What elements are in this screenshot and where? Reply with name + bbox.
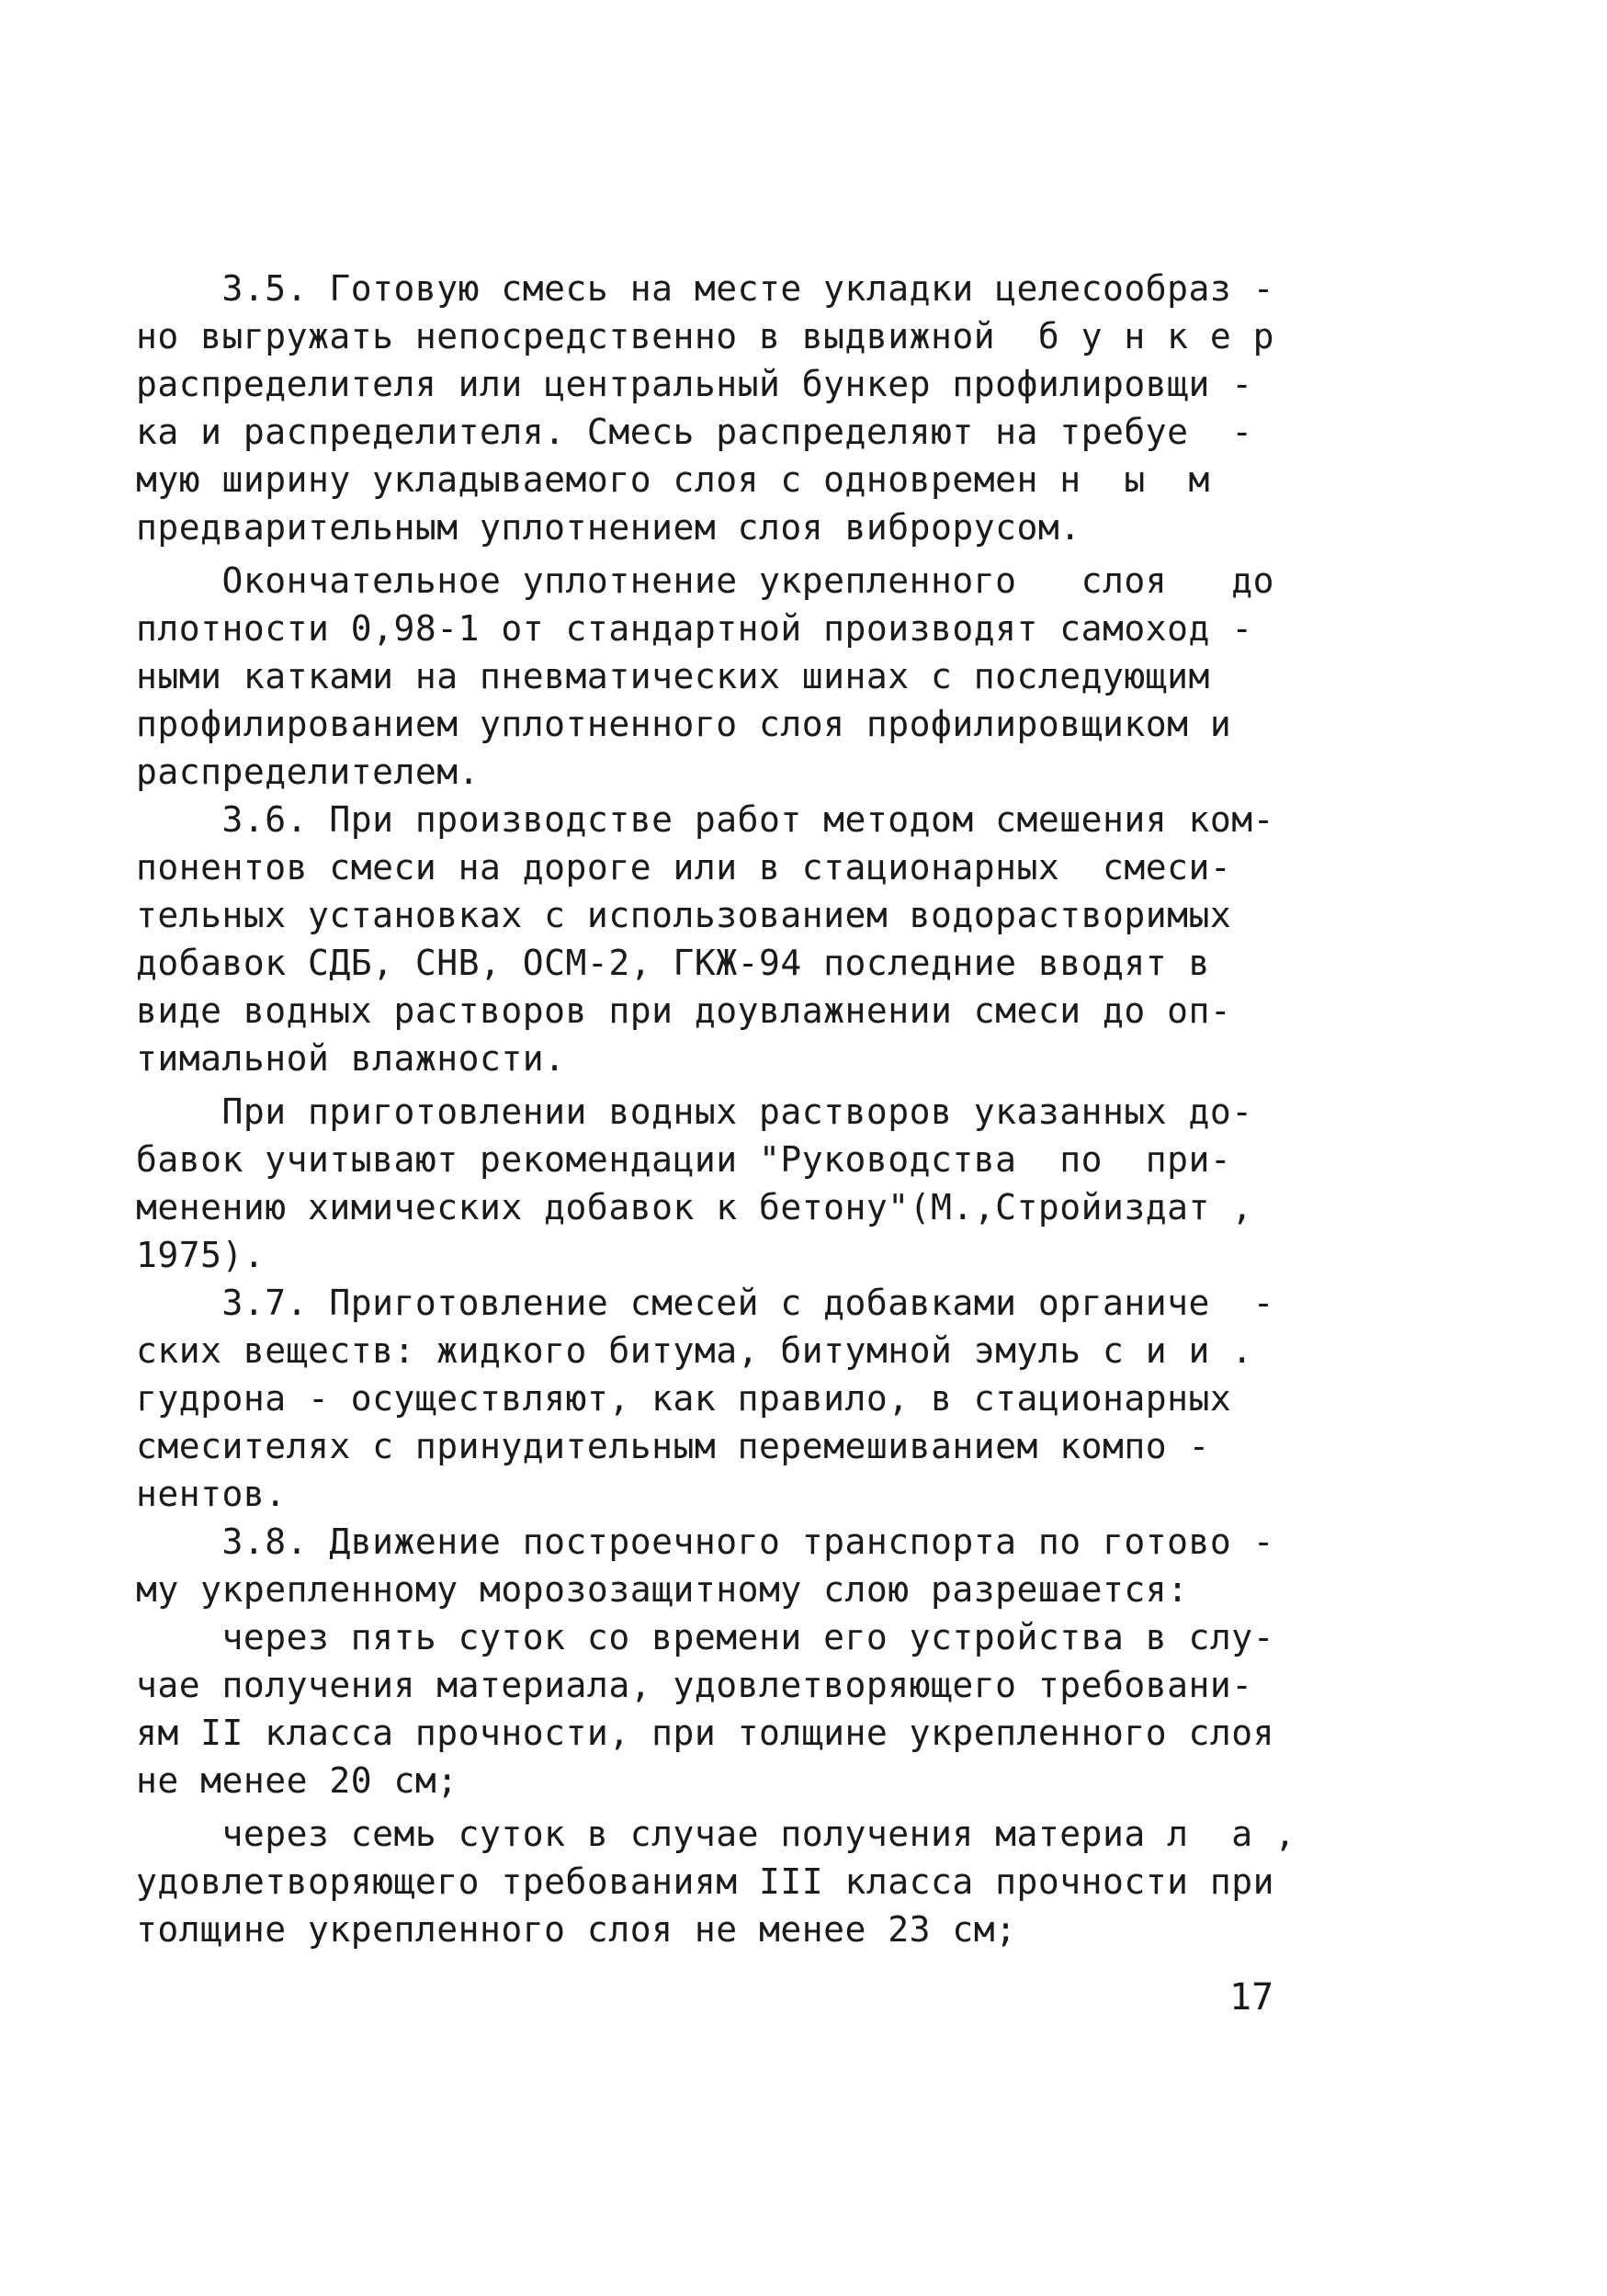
text-line: му укрепленному морозозащитному слою разрешается: bbox=[136, 1569, 1189, 1610]
text-line: предварительным уплотнением слоя виброрусом. bbox=[136, 507, 1081, 548]
text-line: виде водных растворов при доувлажнении смеси до оп- bbox=[136, 990, 1232, 1031]
text-line: смесителях с принудительным перемешиванием компо - bbox=[136, 1426, 1210, 1466]
text-line: не менее 20 см; bbox=[136, 1760, 458, 1801]
text-line: добавок СДБ, СНВ, ОСМ-2, ГКЖ-94 последние вводят в bbox=[136, 943, 1210, 983]
body-text bbox=[136, 265, 1303, 1953]
text-line: но выгружать непосредственно в выдвижной б у н к е р bbox=[136, 316, 1275, 356]
page-number: 17 bbox=[1229, 1976, 1274, 2019]
text-line: При приготовлении водных растворов указанных до- bbox=[136, 1091, 1253, 1132]
text-line: распределителя или центральный бункер профилировщи - bbox=[136, 364, 1253, 404]
text-line: чае получения материала, удовлетворяющего требовани- bbox=[136, 1665, 1253, 1705]
text-line: через пять суток со времени его устройства в слу- bbox=[136, 1617, 1275, 1657]
text-line: профилированием уплотненного слоя профилировщиком и bbox=[136, 704, 1232, 744]
text-line: бавок учитывают рекомендации "Руководства по при- bbox=[136, 1139, 1232, 1180]
text-line: нентов. bbox=[136, 1474, 287, 1514]
text-line: Окончательное уплотнение укрепленного слоя до bbox=[136, 560, 1275, 601]
text-line: толщине укрепленного слоя не менее 23 см; bbox=[136, 1909, 1017, 1950]
text-line: 3.6. При производстве работ методом смешения ком- bbox=[136, 799, 1275, 840]
text-line: ка и распределителя. Смесь распределяют на требуе - bbox=[136, 412, 1253, 452]
text-line: 3.7. Приготовление смесей с добавками органиче - bbox=[136, 1283, 1275, 1323]
text-line: тимальной влажности. bbox=[136, 1038, 566, 1079]
text-line: распределителем. bbox=[136, 752, 481, 792]
text-line: ными катками на пневматических шинах с последующим bbox=[136, 656, 1210, 696]
text-line: менению химических добавок к бетону"(М.,Стройиздат , bbox=[136, 1187, 1253, 1227]
text-line: гудрона - осуществляют, как правило, в стационарных bbox=[136, 1378, 1232, 1419]
text-line: удовлетворяющего требованиям III класса прочности при bbox=[136, 1861, 1275, 1902]
text-line: понентов смеси на дороге или в стационарных смеси- bbox=[136, 847, 1232, 888]
text-line: тельных установках с использованием водорастворимых bbox=[136, 895, 1232, 935]
text-line: 3.8. Движение построечного транспорта по готово - bbox=[136, 1521, 1275, 1562]
text-line: плотности 0,98-1 от стандартной производят самоход - bbox=[136, 608, 1253, 649]
text-line: ям II класса прочности, при толщине укрепленного слоя bbox=[136, 1713, 1275, 1753]
text-line: ских веществ: жидкого битума, битумной эмуль с и и . bbox=[136, 1330, 1253, 1371]
text-line: через семь суток в случае получения материа л а , bbox=[136, 1814, 1296, 1854]
text-line: 3.5. Готовую смесь на месте укладки целесообраз - bbox=[136, 268, 1275, 309]
text-line: 1975). bbox=[136, 1235, 266, 1275]
text-line: мую ширину укладываемого слоя с одновремен н ы м bbox=[136, 459, 1210, 500]
